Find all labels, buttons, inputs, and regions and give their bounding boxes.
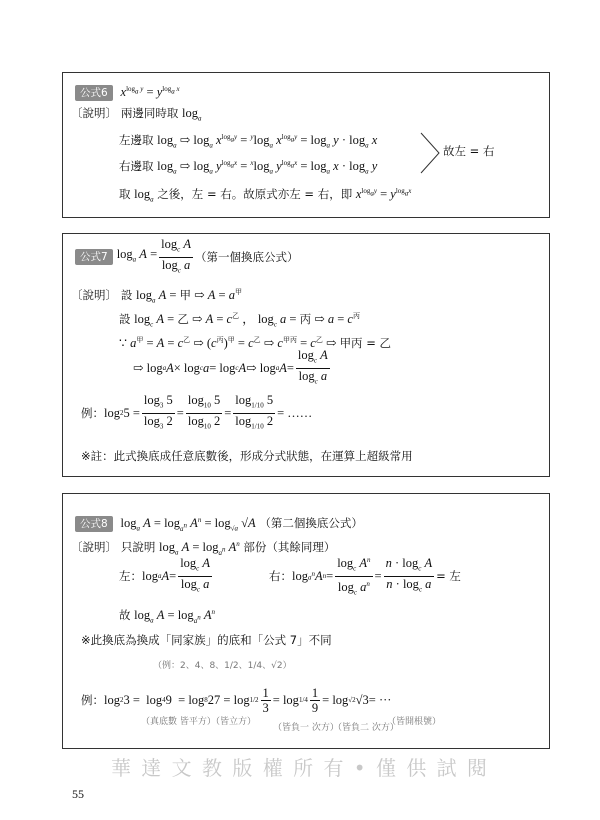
derivation-line-4: ⇨ log a A × log c a = log c A ⇨ log a A = $\frac{\log_c A}{\log_c a}$ [133, 348, 328, 385]
formula-8-title: （第二個換底公式） [259, 516, 363, 531]
example-note-5: （皆開根號） [387, 717, 442, 727]
explain-text: 兩邊同時取 $\log_a$ [120, 106, 202, 123]
explain-label: 〔說明〕 [71, 288, 117, 303]
left-side: 左： log a A = $\frac{\log_c A}{\log_c a}$ [119, 556, 211, 593]
example-ellipsis: = …… [277, 406, 313, 420]
example-note-1: （真底數 皆平方） [141, 717, 216, 727]
compare-line: ※此換底為換成「同家族」的底和「公式 7」不同 [81, 633, 332, 647]
explain-label: 〔說明〕 [71, 106, 117, 120]
formula-6-tag: 公式6 [75, 85, 113, 101]
formula-6-box [62, 72, 550, 218]
formula-8-expression: $\log_a A = \log_{a^n} A^n = \log_{√a} √A$ [120, 516, 256, 533]
formula-8-tag: 公式8 [75, 516, 113, 532]
conclusion-text: 故左 = 右 [443, 144, 495, 158]
derivation-line-3: ∵ $a^甲 = A = c^乙$ ⇨ $(c^丙)^甲 = c^乙$ ⇨ $c^{甲丙} = c^乙$ ⇨ 甲丙 = 乙 [119, 336, 392, 351]
watermark: 華 達 文 教 版 權 所 有 • 僅 供 試 閱 [110, 756, 490, 780]
brace-icon [419, 131, 443, 175]
example-note-4: （皆負二 次方） [333, 723, 399, 733]
right-chain: 右邊取 $\log_a$ ⇨ $\log_a y^{log_ax} = ^x\log_a$ $y^{log_ax} = \log_a x \cdot \log_a y$ [119, 159, 378, 176]
derivation-line-1: 設 $\log_a A$ = 甲 ⇨ $A = a^甲$ [120, 288, 242, 305]
example-line: 例： log 2 3 = log 4 9 = log 8 27 = log 1/2 $\frac{1}{3}$ = log 1/4 $\frac{1}{9}$ = log √2 √3 = ··· [81, 685, 392, 715]
formula-7-box: 公式7 $\log_a A$ = $\frac{\log_c A}{\log_c a}$ （第一個換底公式） 〔說明〕 設 $\log_a A$ = 甲 ⇨ $A = a^甲$ 設 $\log_c A$ = 乙 ⇨ $A = c^乙$ ， $\log_c a$ = 丙 ⇨ $a = c^丙$ ∵ $a^甲 = A = c^乙$ ⇨ $(c^丙)^甲 = c^乙$ ⇨ $c^{甲丙} = c^乙$ ⇨ 甲丙 = 乙 ⇨ log a A × log c a = log c A ⇨ log a A = $\frac{\log_c A}{\log_c a}$ 例： log 2 5 = $\frac{\log_3 5}{\log_3 2}$ = $\frac{\log_{10} 5}{\log_{10} 2}$ = $\frac{\log_{1/10} 5}{\log_{1/10} 2}$ = …… ※註：此式換底成任意底數後，形成分式狀態，在運算上超級常用 [62, 233, 550, 477]
derivation-line-2: 設 $\log_c A$ = 乙 ⇨ $A = c^乙$ ， $\log_c a$ = 丙 ⇨ $a = c^丙$ [119, 312, 360, 329]
compare-hint: （例：2、4、8、1/2、1/4、√2） [153, 661, 292, 671]
final-line: 取 $\log_a$ 之後，左 = 右。故原式亦左 = 右，即 $x^{log_ay} = y^{log_ax}$ [119, 187, 412, 204]
formula-7-title: （第一個換底公式） [194, 250, 299, 264]
example-note-2: （皆立方） [211, 717, 257, 727]
formula-8-box: 公式8 $\log_a A = \log_{a^n} A^n = \log_{√a} √A$ （第二個換底公式） 〔說明〕 只說明 $\log_a A = \log_{a^n} A^n$ 部份（其餘同理） 左： log a A = $\frac{\log_c A}{\log_c a}$ 右： log $a^n$ A n = $\frac{\log_c A^n}{\log_c a^n}$ = $\frac{n \cdot \log_c A}{n \cdot \log_c a}$ = 左 故 $\log_a A = \log_{a^n} A^n$ ※此換底為換成「同家族」的底和「公式 7」不同 （例：2、4、8、1/2、1/4、√2） 例： log 2 3 = log 4 9 = log 8 27 = log 1/2 $\frac{1}{3}$ = log 1/4 $\frac{1}{9}$ = log √2 √3 = ··· （真底數 皆平方） （皆立方） （皆負一 次方） （皆負二 次方） （皆開根號） [62, 493, 550, 749]
example-note-3: （皆負一 次方） [273, 723, 339, 733]
note-line: ※註：此式換底成任意底數後，形成分式狀態，在運算上超級常用 [81, 449, 413, 463]
example-line: 例： log 2 5 = $\frac{\log_3 5}{\log_3 2}$ = $\frac{\log_{10} 5}{\log_{10} 2}$ = $\frac{\log_{1/10} 5}{\log_{1/10} 2}$ = …… [81, 393, 313, 430]
right-side: 右： log $a^n$ A n = $\frac{\log_c A^n}{\log_c a^n}$ = $\frac{n \cdot \log_c A}{n \cdot \log_c a}$ = 左 [269, 558, 461, 594]
formula-7-tag: 公式7 [75, 249, 113, 265]
left-chain: 左邊取 $\log_a$ ⇨ $\log_a x^{log_ay} = ^y\log_a$ $x^{log_ay} = \log_a y \cdot \log_a x$ [119, 133, 378, 150]
so-line: 故 $\log_a A = \log_{a^n} A^n$ [119, 608, 215, 625]
page-number: 55 [72, 787, 84, 801]
explain-label: 〔說明〕 [71, 540, 117, 555]
formula-6-expression: $x^{log_a y} = y^{log_a x}$ [120, 85, 180, 100]
